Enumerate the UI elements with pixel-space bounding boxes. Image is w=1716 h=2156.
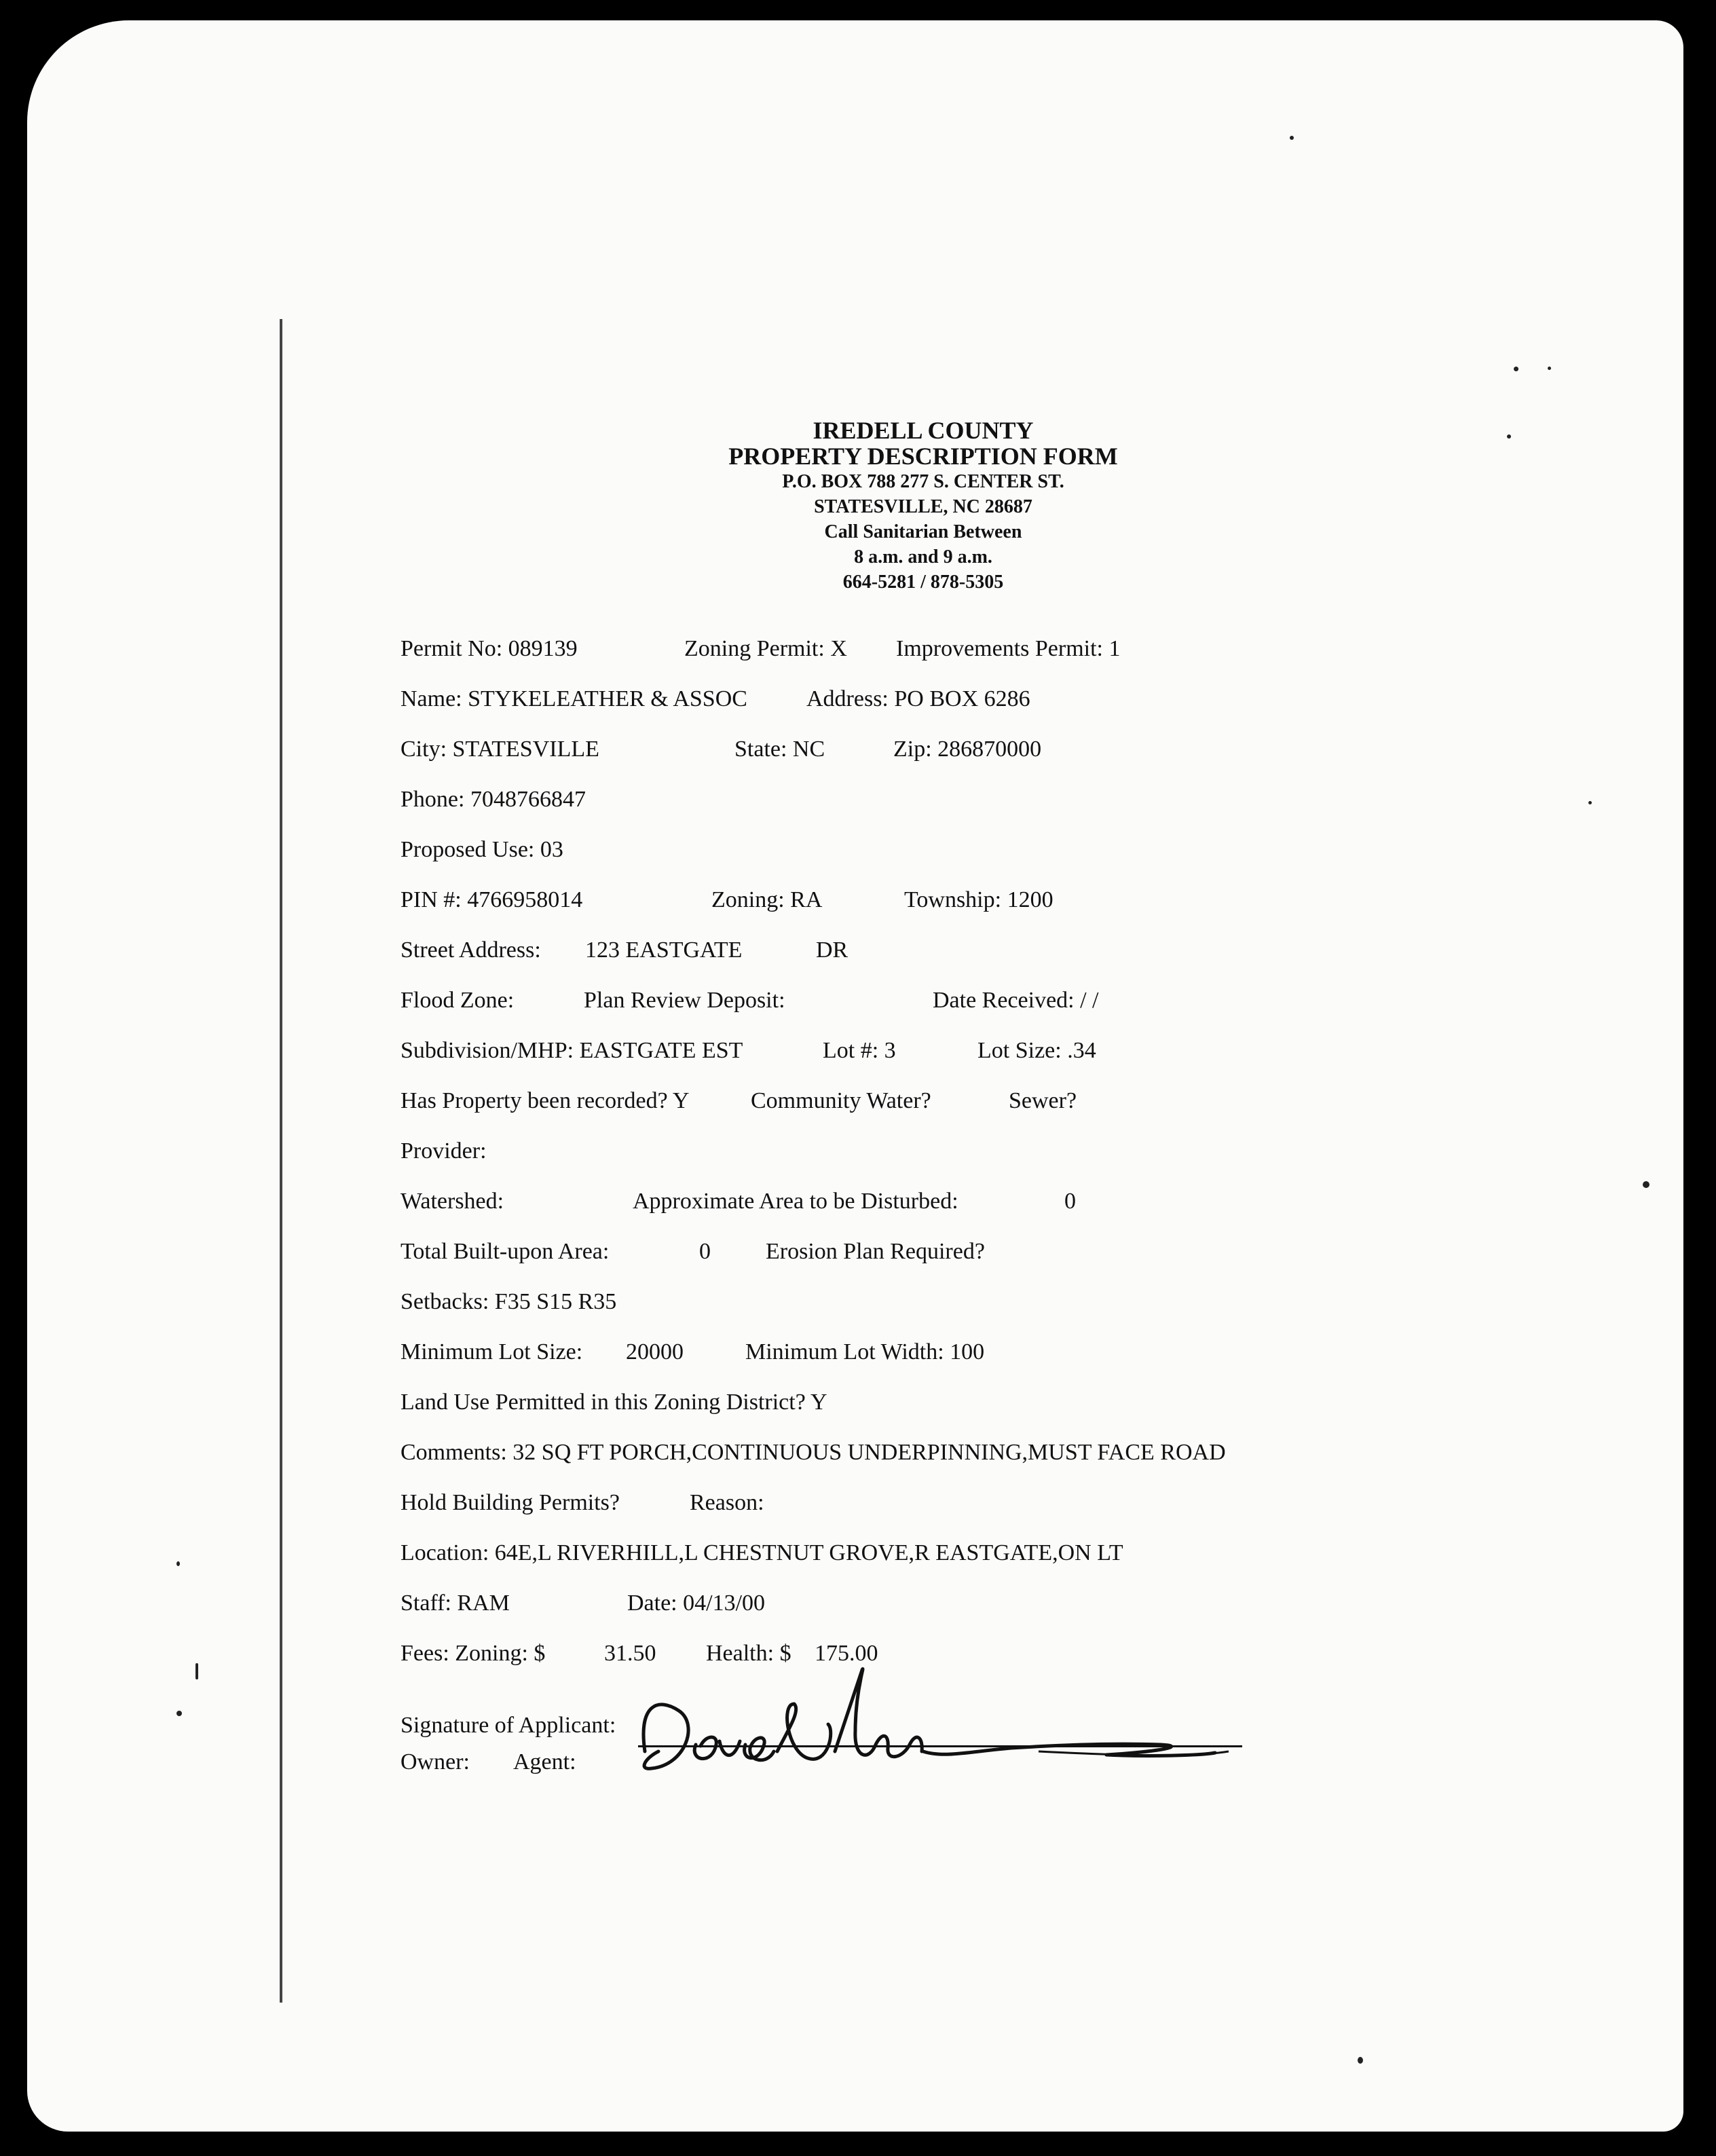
form-page [27, 20, 1683, 2132]
margin-rule [280, 319, 282, 2003]
hold-building-permits: Hold Building Permits? [400, 1490, 620, 1515]
scan-speck [1548, 367, 1551, 370]
lot-size: Lot Size: .34 [977, 1038, 1096, 1063]
land-use-permitted: Land Use Permitted in this Zoning District? Y [400, 1390, 827, 1415]
proposed-use: Proposed Use: 03 [400, 837, 563, 862]
subdivision: Subdivision/MHP: EASTGATE EST [400, 1038, 743, 1063]
provider: Provider: [400, 1138, 487, 1164]
street-address-label: Street Address: [400, 937, 541, 963]
health-fee: 175.00 [815, 1641, 878, 1666]
mailing-address: P.O. BOX 788 277 S. CENTER ST. [782, 471, 1064, 492]
scan-speck [1588, 801, 1592, 804]
form-header [672, 417, 1174, 595]
erosion-plan: Erosion Plan Required? [766, 1239, 985, 1264]
call-hours: 8 a.m. and 9 a.m. [854, 546, 992, 568]
min-lot-width: Minimum Lot Width: 100 [745, 1339, 985, 1364]
area-disturbed-label: Approximate Area to be Disturbed: [633, 1189, 958, 1214]
plan-review-deposit: Plan Review Deposit: [584, 988, 785, 1013]
flood-zone: Flood Zone: [400, 988, 515, 1013]
built-upon-label: Total Built-upon Area: [400, 1239, 610, 1264]
applicant-address: Address: PO BOX 6286 [806, 686, 1030, 711]
health-fee-label: Health: $ [706, 1641, 791, 1666]
location: Location: 64E,L RIVERHILL,L CHESTNUT GROVE,R EASTGATE,ON LT [400, 1540, 1123, 1565]
zoning: Zoning: RA [711, 887, 823, 912]
township: Township: 1200 [904, 887, 1053, 912]
scan-speck [176, 1561, 180, 1566]
area-disturbed-value: 0 [1064, 1189, 1076, 1214]
sewer: Sewer? [1009, 1088, 1077, 1113]
date: Date: 04/13/00 [627, 1591, 766, 1616]
scan-speck [176, 1711, 182, 1716]
min-lot-size-value: 20000 [626, 1339, 684, 1364]
scan-speck [1514, 367, 1518, 371]
zip: Zip: 286870000 [893, 737, 1042, 762]
zoning-permit: Zoning Permit: X [684, 636, 847, 661]
pin-number: PIN #: 4766958014 [400, 887, 583, 912]
watershed: Watershed: [400, 1189, 504, 1214]
min-lot-size-label: Minimum Lot Size: [400, 1339, 583, 1364]
permit-number: Permit No: 089139 [400, 636, 578, 661]
comments: Comments: 32 SQ FT PORCH,CONTINUOUS UNDERPINNING,MUST FACE ROAD [400, 1440, 1226, 1465]
applicant-name: Name: STYKELEATHER & ASSOC [400, 686, 747, 711]
scan-speck [1643, 1181, 1649, 1188]
street-suffix: DR [816, 937, 848, 963]
date-received: Date Received: / / [933, 988, 1099, 1013]
reason: Reason: [690, 1490, 764, 1515]
built-upon-value: 0 [699, 1239, 711, 1264]
scan-speck [195, 1663, 198, 1679]
property-recorded: Has Property been recorded? Y [400, 1088, 690, 1113]
phone-numbers: 664-5281 / 878-5305 [842, 572, 1004, 593]
street-address-value: 123 EASTGATE [585, 937, 743, 963]
improvements-permit: Improvements Permit: 1 [896, 636, 1121, 661]
staff: Staff: RAM [400, 1591, 510, 1616]
scan-speck [1290, 136, 1294, 140]
scan-speck [1507, 434, 1511, 439]
scan-speck [1358, 2057, 1363, 2064]
applicant-signature [631, 1650, 1242, 1785]
zoning-fee: 31.50 [604, 1641, 656, 1666]
community-water: Community Water? [751, 1088, 931, 1113]
fees-zoning-label: Fees: Zoning: $ [400, 1641, 546, 1666]
phone: Phone: 7048766847 [400, 787, 586, 812]
county-title: IREDELL COUNTY [813, 417, 1034, 444]
call-instructions: Call Sanitarian Between [824, 521, 1022, 542]
signature-label: Signature of Applicant: [400, 1713, 616, 1738]
city-address: STATESVILLE, NC 28687 [814, 496, 1032, 517]
owner: Owner: [400, 1749, 470, 1774]
city: City: STATESVILLE [400, 737, 599, 762]
setbacks: Setbacks: F35 S15 R35 [400, 1289, 617, 1314]
lot-number: Lot #: 3 [823, 1038, 896, 1063]
agent: Agent: [513, 1749, 576, 1774]
form-title: PROPERTY DESCRIPTION FORM [728, 443, 1118, 470]
state: State: NC [734, 737, 825, 762]
